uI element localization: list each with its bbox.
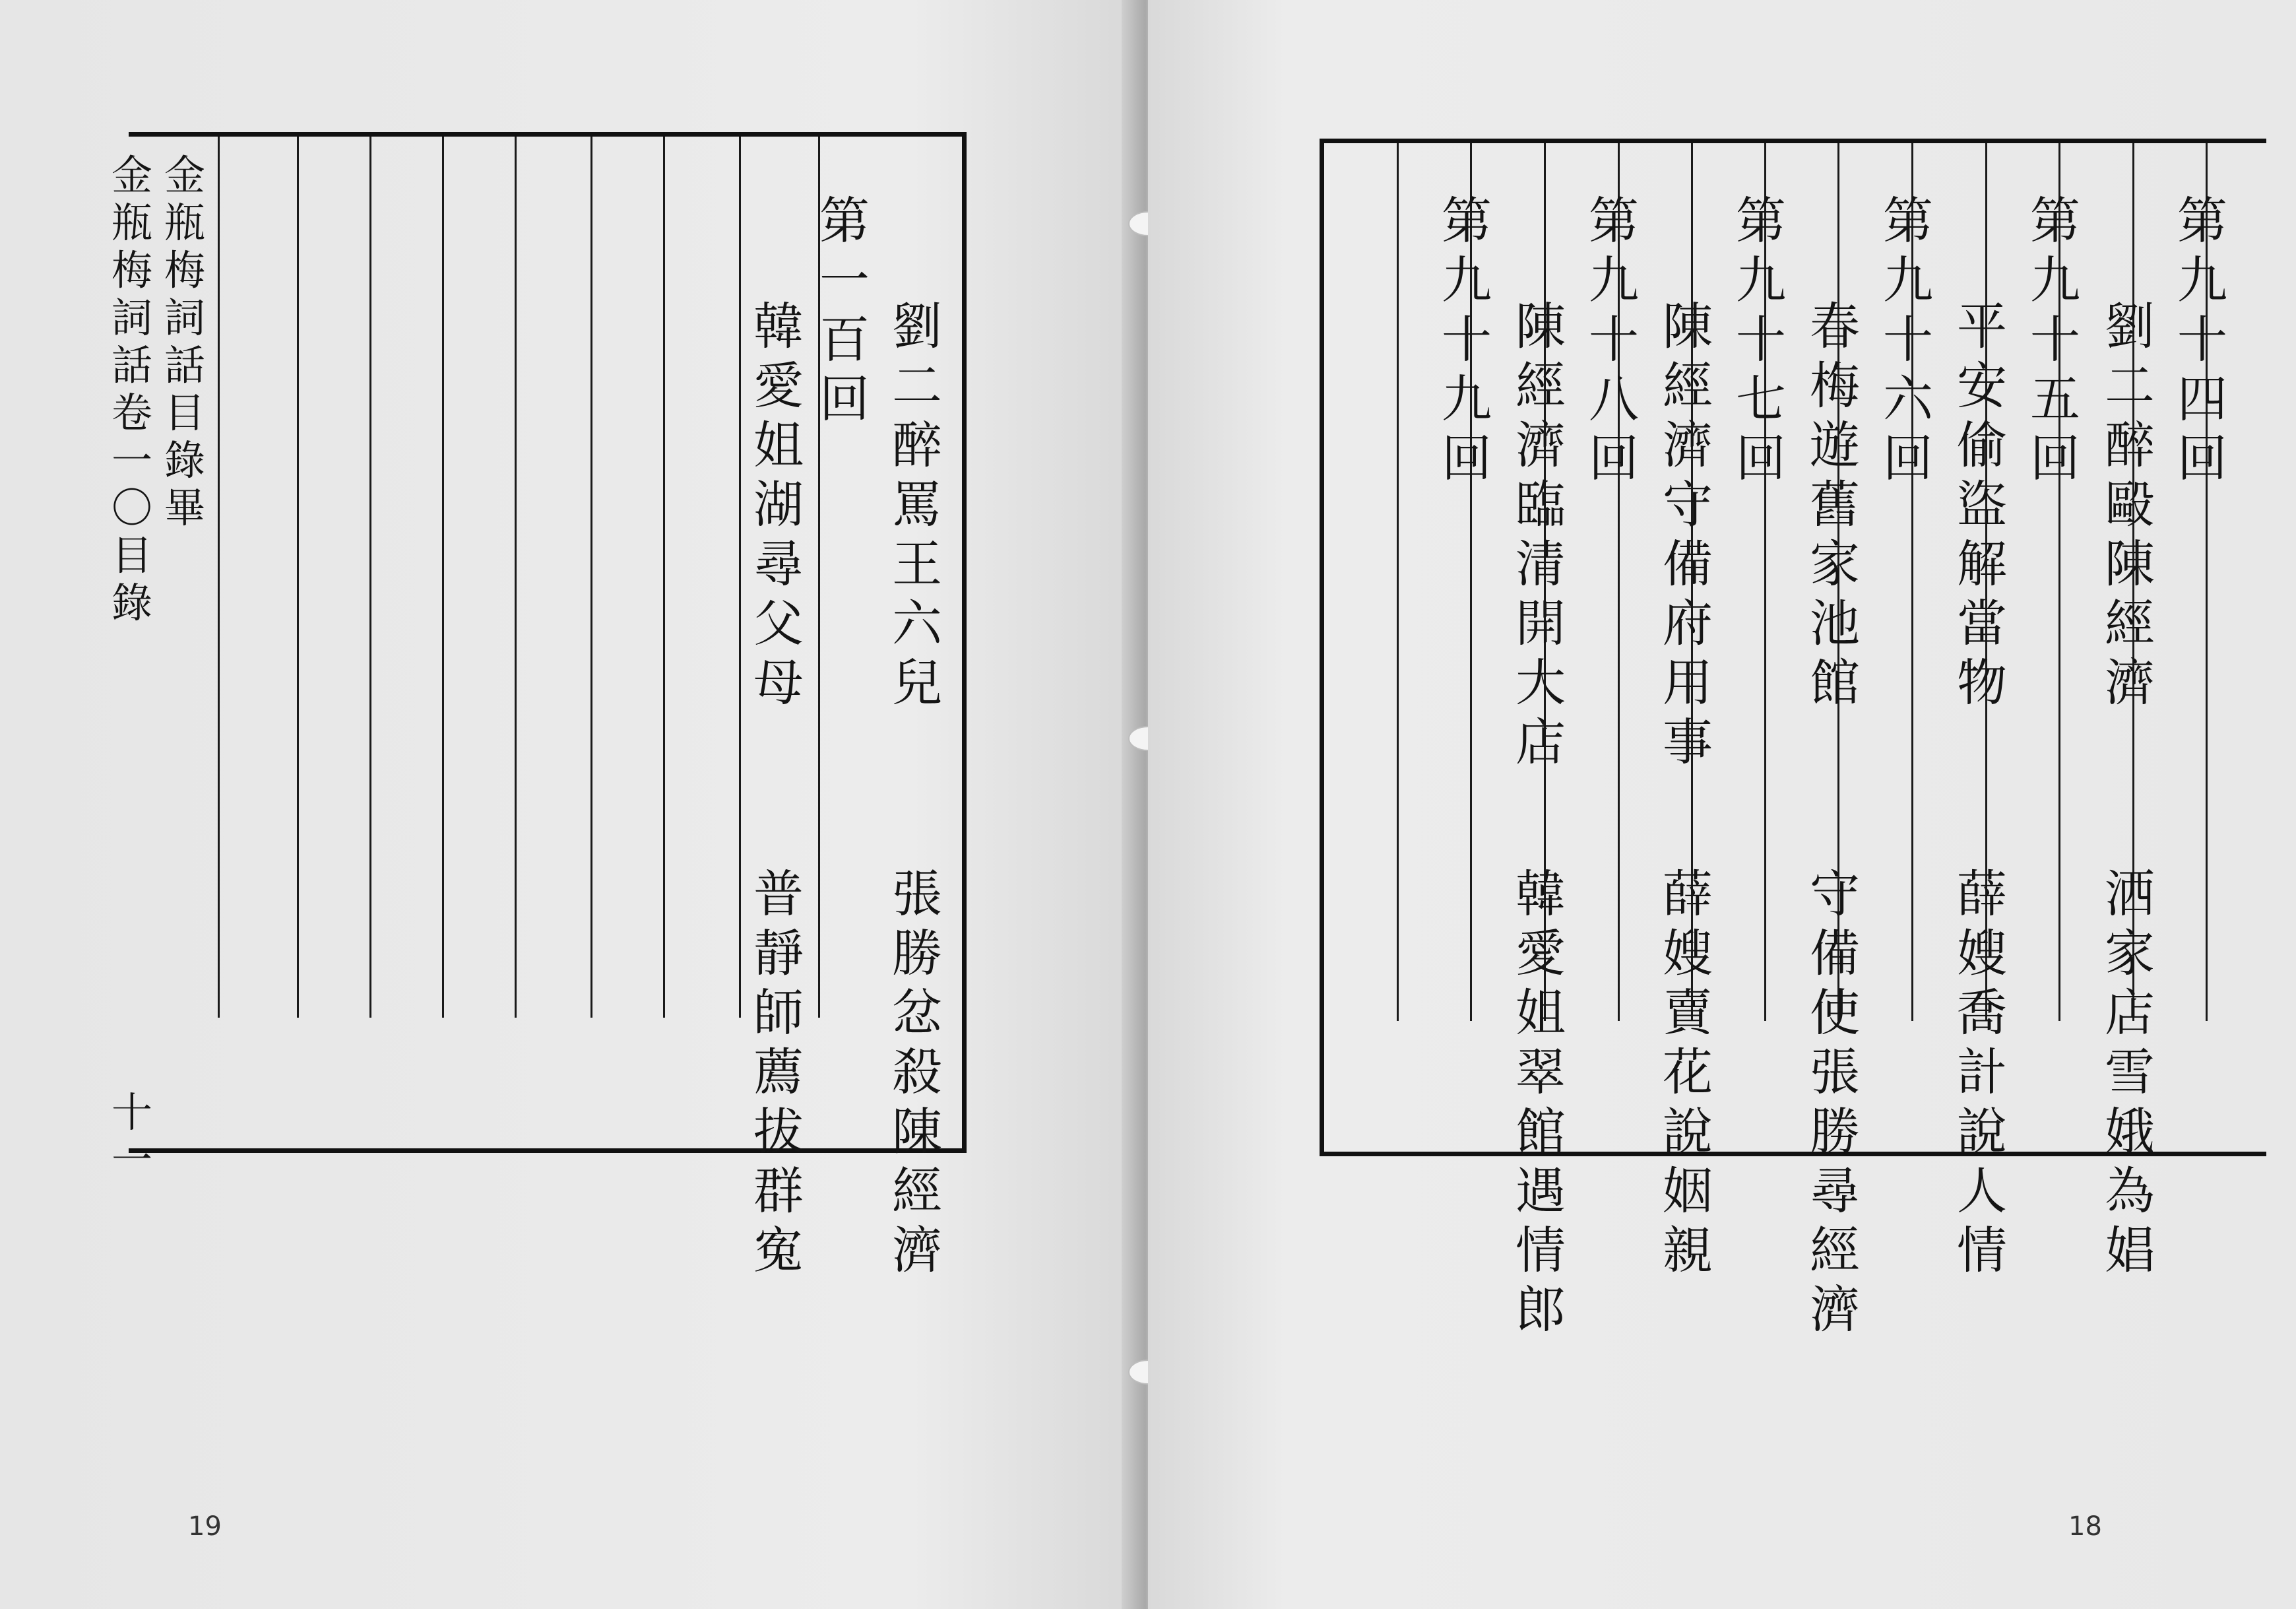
right-page [1148,0,2296,1609]
page-number: 18 [2068,1511,2102,1542]
fold-subtitle [99,152,165,627]
glyph: 娼 [2105,1221,2155,1280]
glyph: 郎 [1515,1280,1566,1339]
glyph: 忿 [892,983,942,1042]
chapter-title-line1 [1508,297,1574,772]
glyph: 使 [1810,983,1860,1042]
chapter-number [1581,191,1647,488]
glyph: 張 [1810,1043,1860,1101]
glyph: 喬 [1957,983,2007,1042]
glyph: 八 [1589,370,1639,428]
glyph: 毆 [2105,475,2155,534]
glyph: 平 [1957,297,2007,356]
glyph: 錄 [164,436,205,484]
glyph: 拔 [753,1102,804,1161]
glyph: 醉 [2105,416,2155,475]
glyph: 池 [1810,594,1860,653]
glyph: 府 [1663,594,1713,653]
glyph: 四 [2177,370,2227,428]
glyph: 雪 [2105,1043,2155,1101]
glyph: 第 [2177,191,2227,250]
glyph: 殺 [892,1043,942,1101]
glyph: 姻 [1663,1162,1713,1220]
glyph: 瓶 [164,199,205,247]
glyph: 勝 [1810,1102,1860,1161]
glyph: 金 [111,151,152,199]
glyph: 九 [2030,251,2080,310]
glyph: 回 [2030,429,2080,488]
glyph: 物 [1957,653,2007,712]
chapter-number [1728,191,1794,488]
glyph: 一 [819,251,870,310]
glyph: 經 [1663,356,1713,415]
chapter-title-line1 [1802,297,1868,713]
glyph: 為 [2105,1162,2155,1220]
glyph: 九 [1442,251,1492,310]
glyph: 嫂 [1663,924,1713,983]
glyph: 陳 [1663,297,1713,356]
glyph: 經 [2105,594,2155,653]
glyph: 家 [1810,535,1860,593]
glyph: 父 [753,594,804,653]
chapter-title-line1 [1949,297,2015,713]
glyph: 勝 [892,924,942,983]
glyph: 湖 [753,475,804,534]
glyph: 遊 [1810,416,1860,475]
glyph: 濟 [1663,416,1713,475]
glyph: 十 [2030,310,2080,369]
glyph: 六 [1883,370,1933,428]
chapter-title-line1 [884,297,950,713]
glyph: 守 [1810,865,1860,923]
glyph: 第 [1736,191,1786,250]
glyph: 親 [1663,1221,1713,1280]
glyph: 張 [892,865,942,923]
glyph: 醉 [892,416,942,475]
chapter-number [812,191,877,429]
glyph: 濟 [2105,653,2155,712]
glyph: 回 [819,370,870,428]
glyph: 人 [1957,1162,2007,1220]
chapter-number [1875,191,1941,488]
glyph: 陳 [892,1102,942,1161]
glyph: 經 [1515,356,1566,415]
glyph: 一 [111,1136,152,1184]
glyph: 普 [753,865,804,923]
chapter-number [2022,191,2088,488]
fold-number [99,1089,165,1184]
glyph: 舊 [1810,475,1860,534]
glyph: 第 [1589,191,1639,250]
chapter-title-line2 [746,865,812,1280]
glyph: 九 [1442,370,1492,428]
glyph: 館 [1515,1102,1566,1161]
glyph: 濟 [892,1221,942,1280]
glyph: 大 [1515,653,1566,712]
glyph: 濟 [1810,1280,1860,1339]
chapter-title-line2 [1655,865,1721,1280]
glyph: 說 [1663,1102,1713,1161]
glyph: 清 [1515,535,1566,593]
glyph: 十 [1589,310,1639,369]
glyph: 話 [164,341,205,389]
glyph: 二 [892,356,942,415]
chapter-title-line1 [746,297,812,713]
glyph: 母 [753,653,804,712]
glyph: 薛 [1957,865,2007,923]
glyph: 〇 [111,484,152,532]
glyph: 劉 [892,297,942,356]
chapter-title-line2 [1802,865,1868,1340]
glyph: 靜 [753,924,804,983]
glyph: 九 [1736,251,1786,310]
glyph: 回 [2177,429,2227,488]
glyph: 九 [1589,251,1639,310]
glyph: 梅 [111,246,152,294]
glyph: 陳 [2105,535,2155,593]
glyph: 十 [111,1088,152,1136]
glyph: 薛 [1663,865,1713,923]
glyph: 備 [1663,535,1713,593]
glyph: 事 [1663,713,1713,772]
glyph: 梅 [1810,356,1860,415]
glyph: 金 [164,151,205,199]
glyph: 嫂 [1957,924,2007,983]
glyph: 詞 [111,294,152,342]
glyph: 王 [892,535,942,593]
glyph: 目 [111,531,152,579]
glyph: 解 [1957,535,2007,593]
glyph: 梅 [164,246,205,294]
glyph: 師 [753,983,804,1042]
glyph: 陳 [1515,297,1566,356]
glyph: 一 [111,436,152,484]
page-number: 19 [188,1511,222,1542]
glyph: 畢 [164,484,205,532]
glyph: 備 [1810,924,1860,983]
glyph: 寃 [753,1221,804,1280]
glyph: 春 [1810,297,1860,356]
glyph: 韓 [1515,865,1566,923]
glyph: 姐 [1515,983,1566,1042]
glyph: 洒 [2105,865,2155,923]
glyph: 群 [753,1162,804,1220]
glyph: 十 [1883,310,1933,369]
glyph: 六 [892,594,942,653]
glyph: 濟 [1515,416,1566,475]
glyph: 臨 [1515,475,1566,534]
chapter-number [1434,191,1500,488]
glyph: 十 [2177,310,2227,369]
glyph: 錄 [111,579,152,627]
glyph: 九 [2177,251,2227,310]
glyph: 回 [1883,429,1933,488]
glyph: 店 [1515,713,1566,772]
chapter-title-line1 [1655,297,1721,772]
glyph: 花 [1663,1043,1713,1101]
glyph: 兒 [892,653,942,712]
glyph: 家 [2105,924,2155,983]
glyph: 薦 [753,1043,804,1101]
glyph: 店 [2105,983,2155,1042]
glyph: 第 [1883,191,1933,250]
glyph: 遇 [1515,1162,1566,1220]
glyph: 尋 [1810,1162,1860,1220]
glyph: 五 [2030,370,2080,428]
glyph: 罵 [892,475,942,534]
glyph: 韓 [753,297,804,356]
glyph: 劉 [2105,297,2155,356]
chapter-title-line1 [2097,297,2163,713]
glyph: 卷 [111,389,152,437]
glyph: 安 [1957,356,2007,415]
glyph: 館 [1810,653,1860,712]
glyph: 目 [164,389,205,437]
glyph: 七 [1736,370,1786,428]
glyph: 第 [2030,191,2080,250]
glyph: 回 [1589,429,1639,488]
glyph: 計 [1957,1043,2007,1101]
glyph: 愛 [753,356,804,415]
glyph: 二 [2105,356,2155,415]
glyph: 第 [1442,191,1492,250]
glyph: 賣 [1663,983,1713,1042]
glyph: 開 [1515,594,1566,653]
glyph: 九 [1883,251,1933,310]
glyph: 十 [1442,310,1492,369]
glyph: 偷 [1957,416,2007,475]
glyph: 十 [1736,310,1786,369]
left-page [0,0,1138,1609]
chapter-number [2169,191,2235,488]
glyph: 盜 [1957,475,2007,534]
glyph: 姐 [753,416,804,475]
glyph: 回 [1442,429,1492,488]
glyph: 娥 [2105,1102,2155,1161]
chapter-title-line2 [1949,865,2015,1280]
glyph: 愛 [1515,924,1566,983]
glyph: 情 [1957,1221,2007,1280]
glyph: 尋 [753,535,804,593]
glyph: 當 [1957,594,2007,653]
chapter-title-line2 [1508,865,1574,1340]
glyph: 用 [1663,653,1713,712]
glyph: 翠 [1515,1043,1566,1101]
glyph: 詞 [164,294,205,342]
chapter-title-line2 [884,865,950,1280]
glyph: 說 [1957,1102,2007,1161]
glyph: 經 [1810,1221,1860,1280]
glyph: 回 [1736,429,1786,488]
chapter-title-line2 [2097,865,2163,1280]
glyph: 守 [1663,475,1713,534]
glyph: 百 [819,310,870,369]
glyph: 話 [111,341,152,389]
glyph: 瓶 [111,199,152,247]
glyph: 第 [819,191,870,250]
glyph: 情 [1515,1221,1566,1280]
glyph: 經 [892,1162,942,1220]
